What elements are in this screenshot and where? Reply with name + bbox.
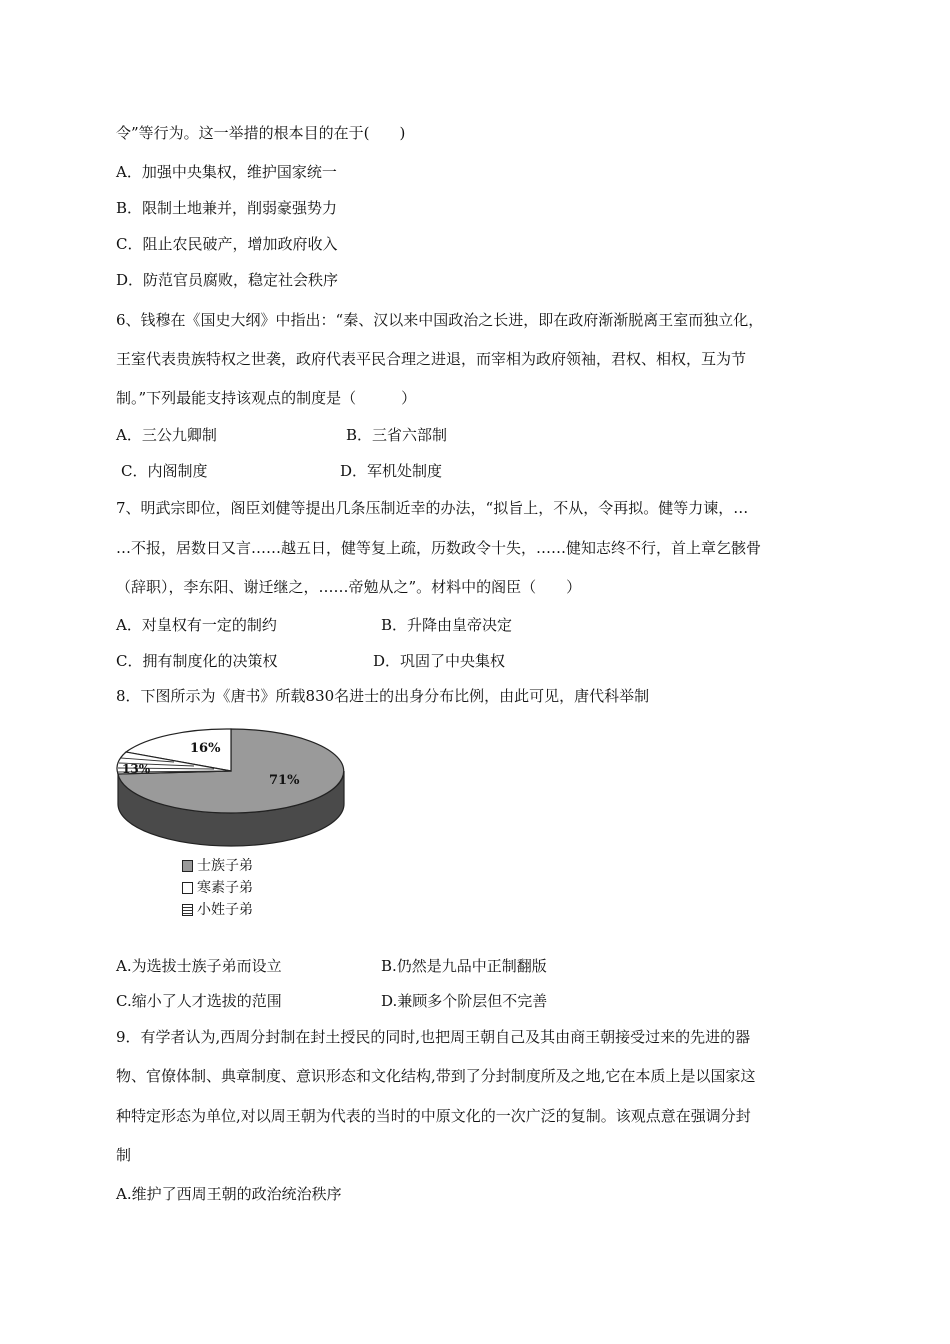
q6-option-d: D．军机处制度 — [340, 462, 443, 480]
legend-item-shizu — [182, 857, 253, 875]
legend-swatch-hansu — [182, 882, 193, 894]
q5-option-c: C．阻止农民破产，增加政府收入 — [116, 235, 338, 253]
q7-option-c: C．拥有制度化的决策权 — [116, 652, 278, 670]
q6-option-b: B．三省六部制 — [346, 426, 448, 444]
q9-option-a: A.维护了西周王朝的政治统治秩序 — [116, 1185, 342, 1203]
q5-option-a: A．加强中央集权，维护国家统一 — [116, 163, 337, 181]
q6-option-c: C．内阁制度 — [121, 462, 208, 480]
label-16: 16% — [190, 741, 221, 756]
q9-stem-line3: 种特定形态为单位,对以周王朝为代表的当时的中原文化的一次广泛的复制。该观点意在强调分封 — [116, 1107, 751, 1125]
q6-stem-line2: 王室代表贵族特权之世袭，政府代表平民合理之进退，而宰相为政府领袖，君权、相权，互为节 — [116, 350, 747, 368]
legend-label-hansu: 寒素子弟 — [197, 880, 253, 896]
legend-swatch-shizu — [182, 860, 193, 872]
q8-option-c: C.缩小了人才选拔的范围 — [116, 992, 282, 1010]
q7-stem-line3: （辞职），李东阳、谢迁继之，……帝勉从之”。材料中的阁臣（ ） — [116, 578, 582, 596]
label-71: 71% — [269, 773, 300, 788]
q9-stem-line4: 制 — [116, 1146, 132, 1164]
q7-stem-line2: …不报，居数日又言……越五日，健等复上疏，历数政令十失，……健知志终不行，首上章乞骸骨 — [116, 539, 762, 557]
q5-stem-end: 令”等行为。这一举措的根本目的在于( ) — [116, 124, 406, 142]
q8-option-b: B.仍然是九品中正制翻版 — [381, 957, 547, 975]
legend-swatch-xiaoxing — [182, 904, 193, 916]
q5-option-b: B．限制土地兼并，削弱豪强势力 — [116, 199, 338, 217]
label-13: 13% — [122, 762, 151, 776]
legend-label-shizu: 士族子弟 — [197, 858, 253, 874]
legend-item-xiaoxing — [182, 901, 253, 919]
q6-option-a: A．三公九卿制 — [116, 426, 217, 444]
legend-label-xiaoxing: 小姓子弟 — [197, 902, 253, 918]
q5-option-d: D．防范官员腐败，稳定社会秩序 — [116, 271, 339, 289]
q8-stem: 8．下图所示为《唐书》所载830名进士的出身分布比例，由此可见，唐代科举制 — [116, 687, 650, 705]
q6-stem-line3: 制。”下列最能支持该观点的制度是（ ） — [116, 389, 417, 407]
q9-stem-line1: 9．有学者认为,西周分封制在封土授民的同时,也把周王朝自己及其由商王朝接受过来的先进的器 — [116, 1028, 751, 1046]
q7-option-a: A．对皇权有一定的制约 — [116, 616, 277, 634]
q9-stem-line2: 物、官僚体制、典章制度、意识形态和文化结构,带到了分封制度所及之地,它在本质上是以国家这 — [116, 1067, 756, 1085]
q7-stem-line1: 7、明武宗即位，阁臣刘健等提出几条压制近幸的办法，“拟旨上，不从，令再拟。健等力谏，… — [116, 499, 749, 517]
legend-item-hansu — [182, 879, 253, 897]
q6-stem-line1: 6、钱穆在《国史大纲》中指出：“秦、汉以来中国政治之长进，即在政府渐渐脱离王室而独立化， — [116, 311, 764, 329]
q8-option-d: D.兼顾多个阶层但不完善 — [381, 992, 548, 1010]
q7-option-d: D．巩固了中央集权 — [373, 652, 506, 670]
q7-option-b: B．升降由皇帝决定 — [381, 616, 513, 634]
q8-option-a: A.为选拔士族子弟而设立 — [116, 957, 282, 975]
